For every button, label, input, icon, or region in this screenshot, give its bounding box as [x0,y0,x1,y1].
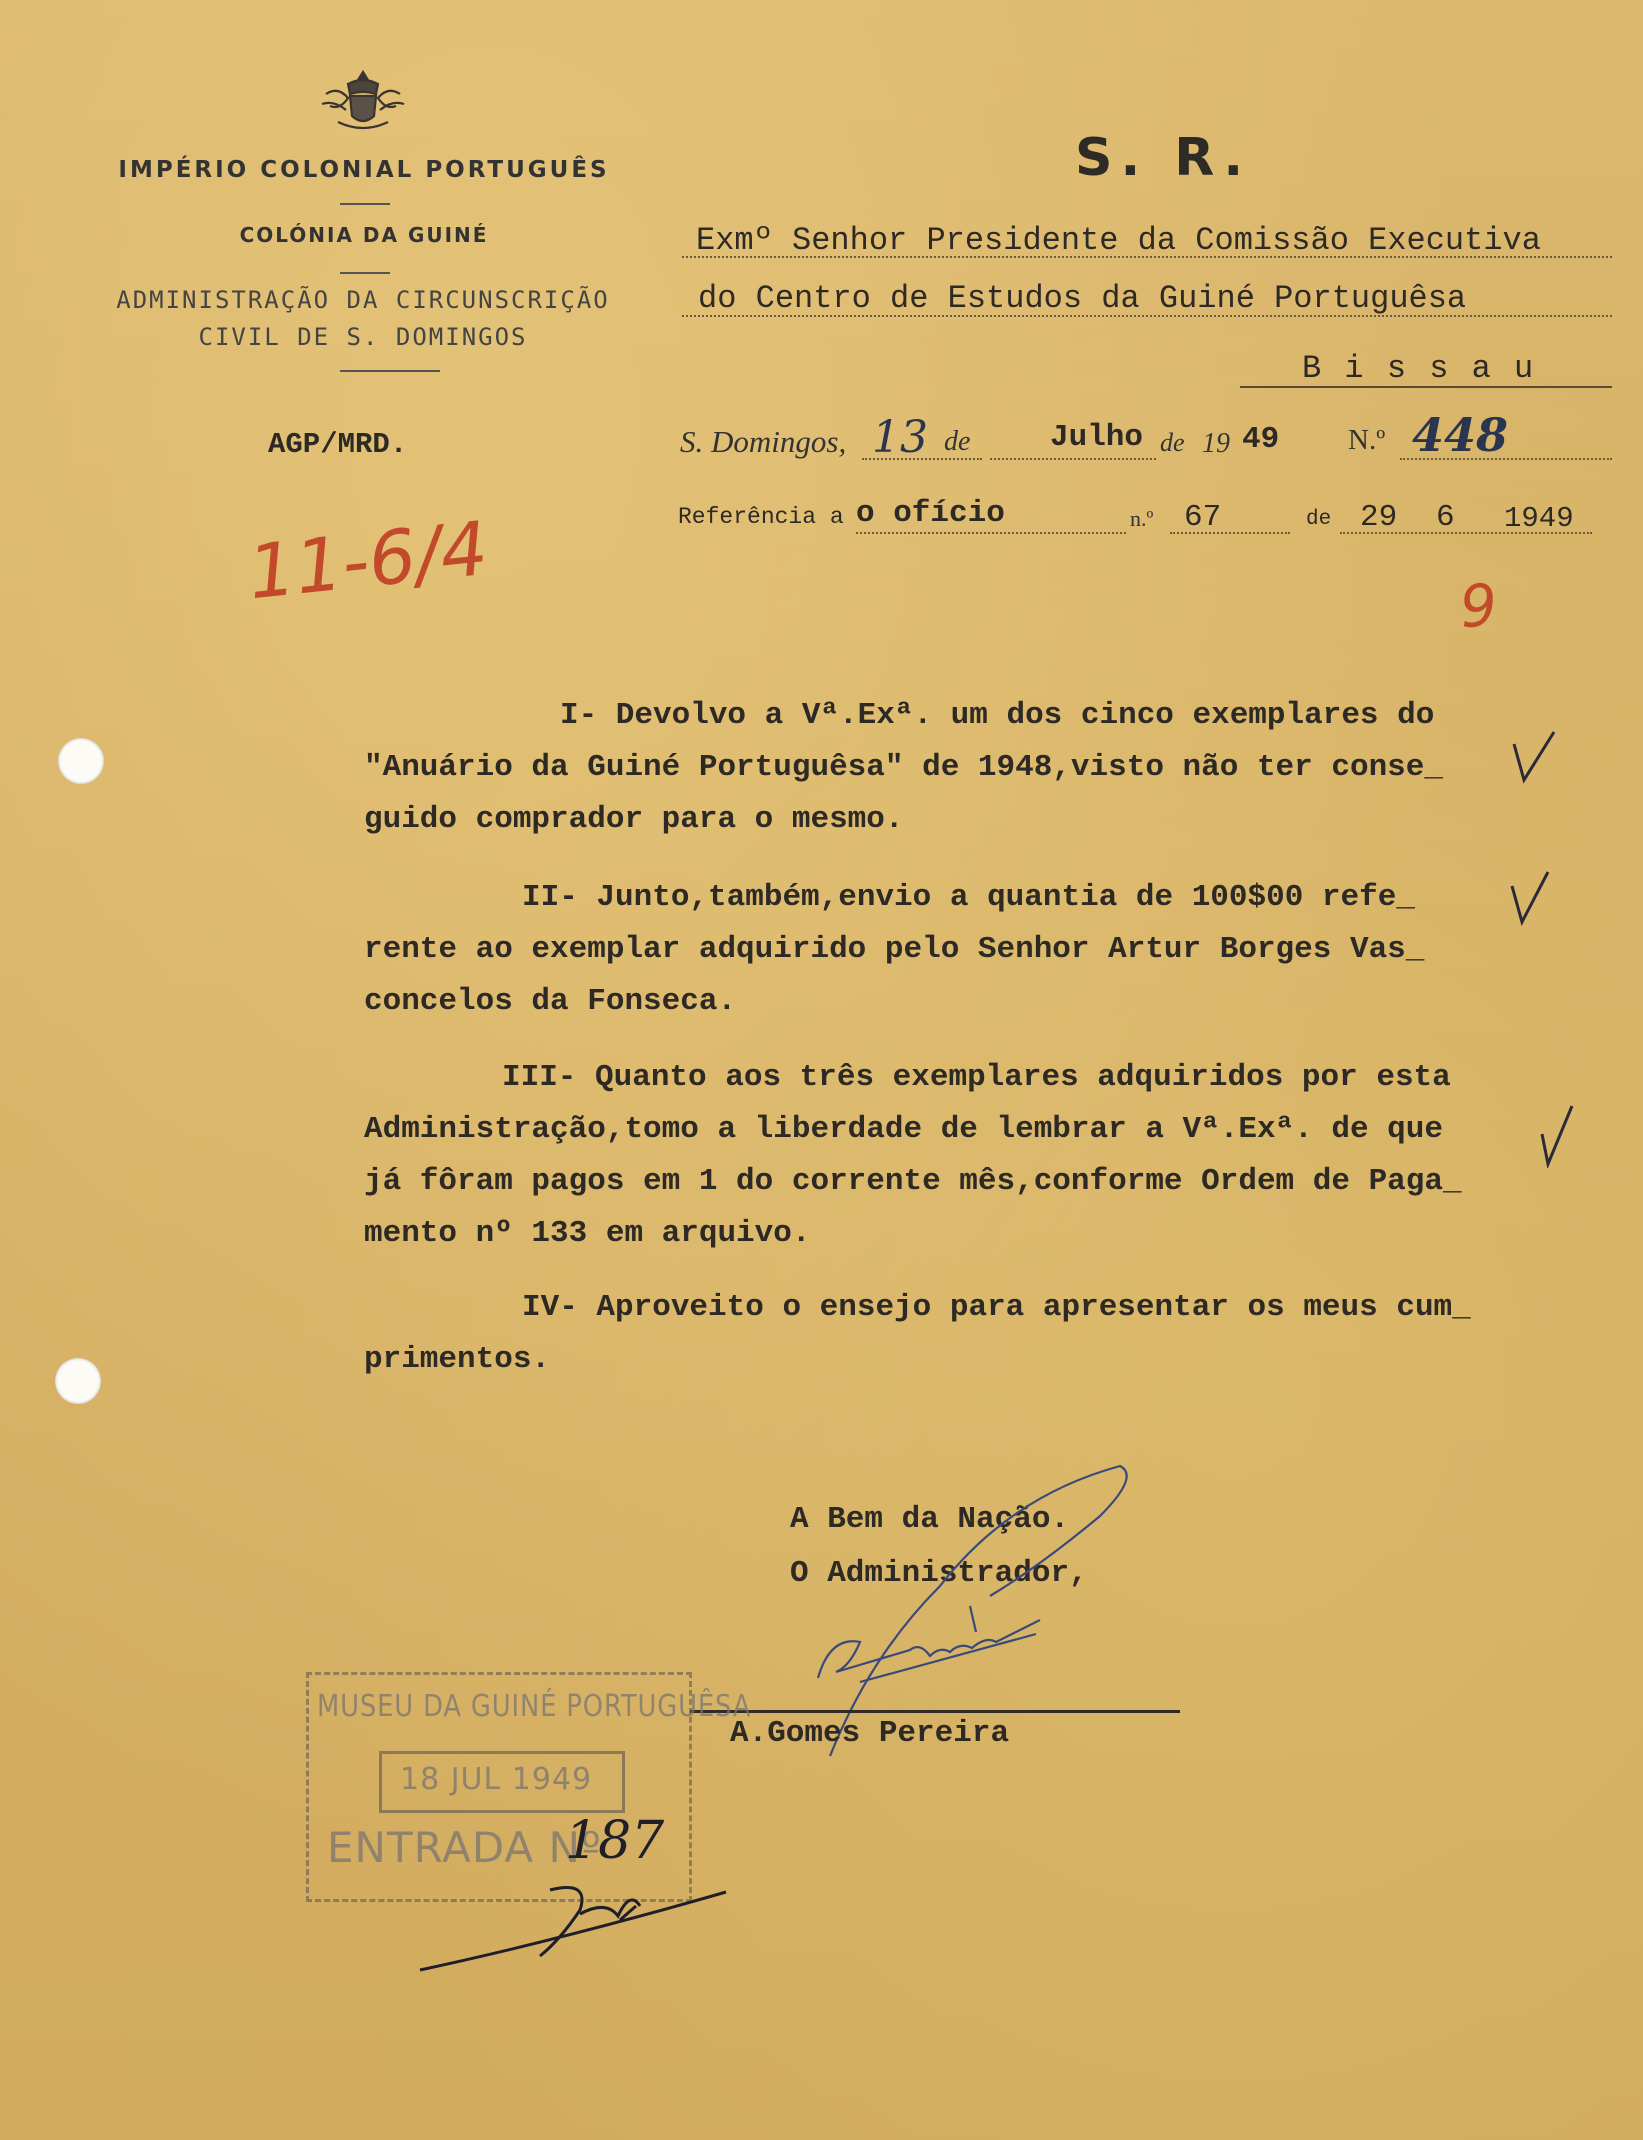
body-line: III- Quanto aos três exemplares adquiridos por esta [502,1060,1451,1095]
addressee-line2: do Centro de Estudos da Guiné Portuguêsa [698,280,1467,317]
empire-heading: IMPÉRIO COLONIAL PORTUGUÊS [118,157,610,183]
stamp-date: 18 JUL 1949 [400,1762,593,1797]
closing-salutation: A Bem da Nação. [790,1502,1070,1537]
reference-doc: o ofício [856,496,1005,531]
stamp-date-box [379,1751,625,1813]
body-line: primentos. [364,1342,551,1377]
divider [340,203,390,205]
admin-heading-line2: CIVIL DE S. DOMINGOS [198,323,528,351]
document-number: 448 [1412,408,1509,462]
body-line: rente ao exemplar adquirido pelo Senhor Artur Borges Vas_ [364,932,1425,967]
coat-of-arms-icon [318,64,408,136]
dotted-rule [990,458,1156,460]
reference-code: AGP/MRD. [268,428,408,461]
stamp-institution: MUSEU DA GUINÉ PORTUGUÊSA [317,1689,752,1724]
red-pencil-mark: 9 [1457,570,1500,642]
reference-day: 29 [1360,500,1398,535]
dotted-rule [856,532,1126,534]
admin-heading-line1: ADMINISTRAÇÃO DA CIRCUNSCRIÇÃO [116,286,610,314]
check-mark-icon [1510,730,1560,790]
body-line: já fôram pagos em 1 do corrente mês,conforme Ordem de Paga_ [364,1164,1462,1199]
dotted-rule [1400,458,1612,460]
reference-number: 67 [1184,500,1222,535]
service-mark: S. R. [1075,128,1252,188]
dotted-rule [1340,532,1592,534]
dotted-rule [1170,532,1290,534]
divider [340,370,440,372]
red-pencil-annotation: 11-6/4 [244,505,492,617]
de-label: de [944,426,971,457]
handwritten-initials [410,1860,740,1980]
dotted-rule [682,256,1612,258]
colony-heading: COLÓNIA DA GUINÉ [239,223,489,247]
reference-de-label: de [1306,508,1332,531]
place-label: S. Domingos, [680,424,847,459]
dotted-rule [682,315,1612,317]
body-line: mento nº 133 em arquivo. [364,1216,811,1251]
closing-title: O Administrador, [790,1556,1088,1591]
city-underline [1240,386,1612,388]
dotted-rule [862,458,982,460]
divider [340,272,390,274]
year-prefix: 19 [1202,428,1230,459]
body-line: "Anuário da Guiné Portuguêsa" de 1948,visto não ter conse_ [364,750,1443,785]
date-day: 13 [872,412,928,463]
body-line: Administração,tomo a liberdade de lembrar a Vª.Exª. de que [364,1112,1443,1147]
number-label: N.º [1348,424,1386,456]
body-line: guido comprador para o mesmo. [364,802,904,837]
body-line: concelos da Fonseca. [364,984,737,1019]
de-label-2: de [1160,428,1185,457]
year-suffix: 49 [1242,422,1280,457]
body-line: II- Junto,também,envio a quantia de 100$00 refe_ [522,880,1415,915]
body-line: IV- Aproveito o ensejo para apresentar os meus cum_ [522,1290,1471,1325]
body-line: I- Devolvo a Vª.Exª. um dos cinco exemplares do [560,698,1435,733]
date-month: Julho [1050,420,1144,455]
reference-label: Referência a [678,504,844,530]
addressee-line1: Exmº Senhor Presidente da Comissão Executiva [696,222,1541,259]
reference-year: 1949 [1504,502,1574,535]
handwritten-signature [740,1456,1160,1816]
stamp-entry-number: 187 [565,1811,665,1871]
check-mark-icon [1508,870,1558,930]
stamp-entry-label: ENTRADA Nº [327,1823,602,1872]
signatory-name: A.Gomes Pereira [730,1716,1010,1751]
signature-line [690,1710,1180,1713]
reference-month: 6 [1436,500,1455,535]
reference-number-label: n.º [1130,506,1154,531]
punch-hole-top [58,738,104,784]
punch-hole-bottom [55,1358,101,1404]
check-mark-icon [1538,1104,1578,1168]
addressee-city: B i s s a u [1302,350,1536,387]
